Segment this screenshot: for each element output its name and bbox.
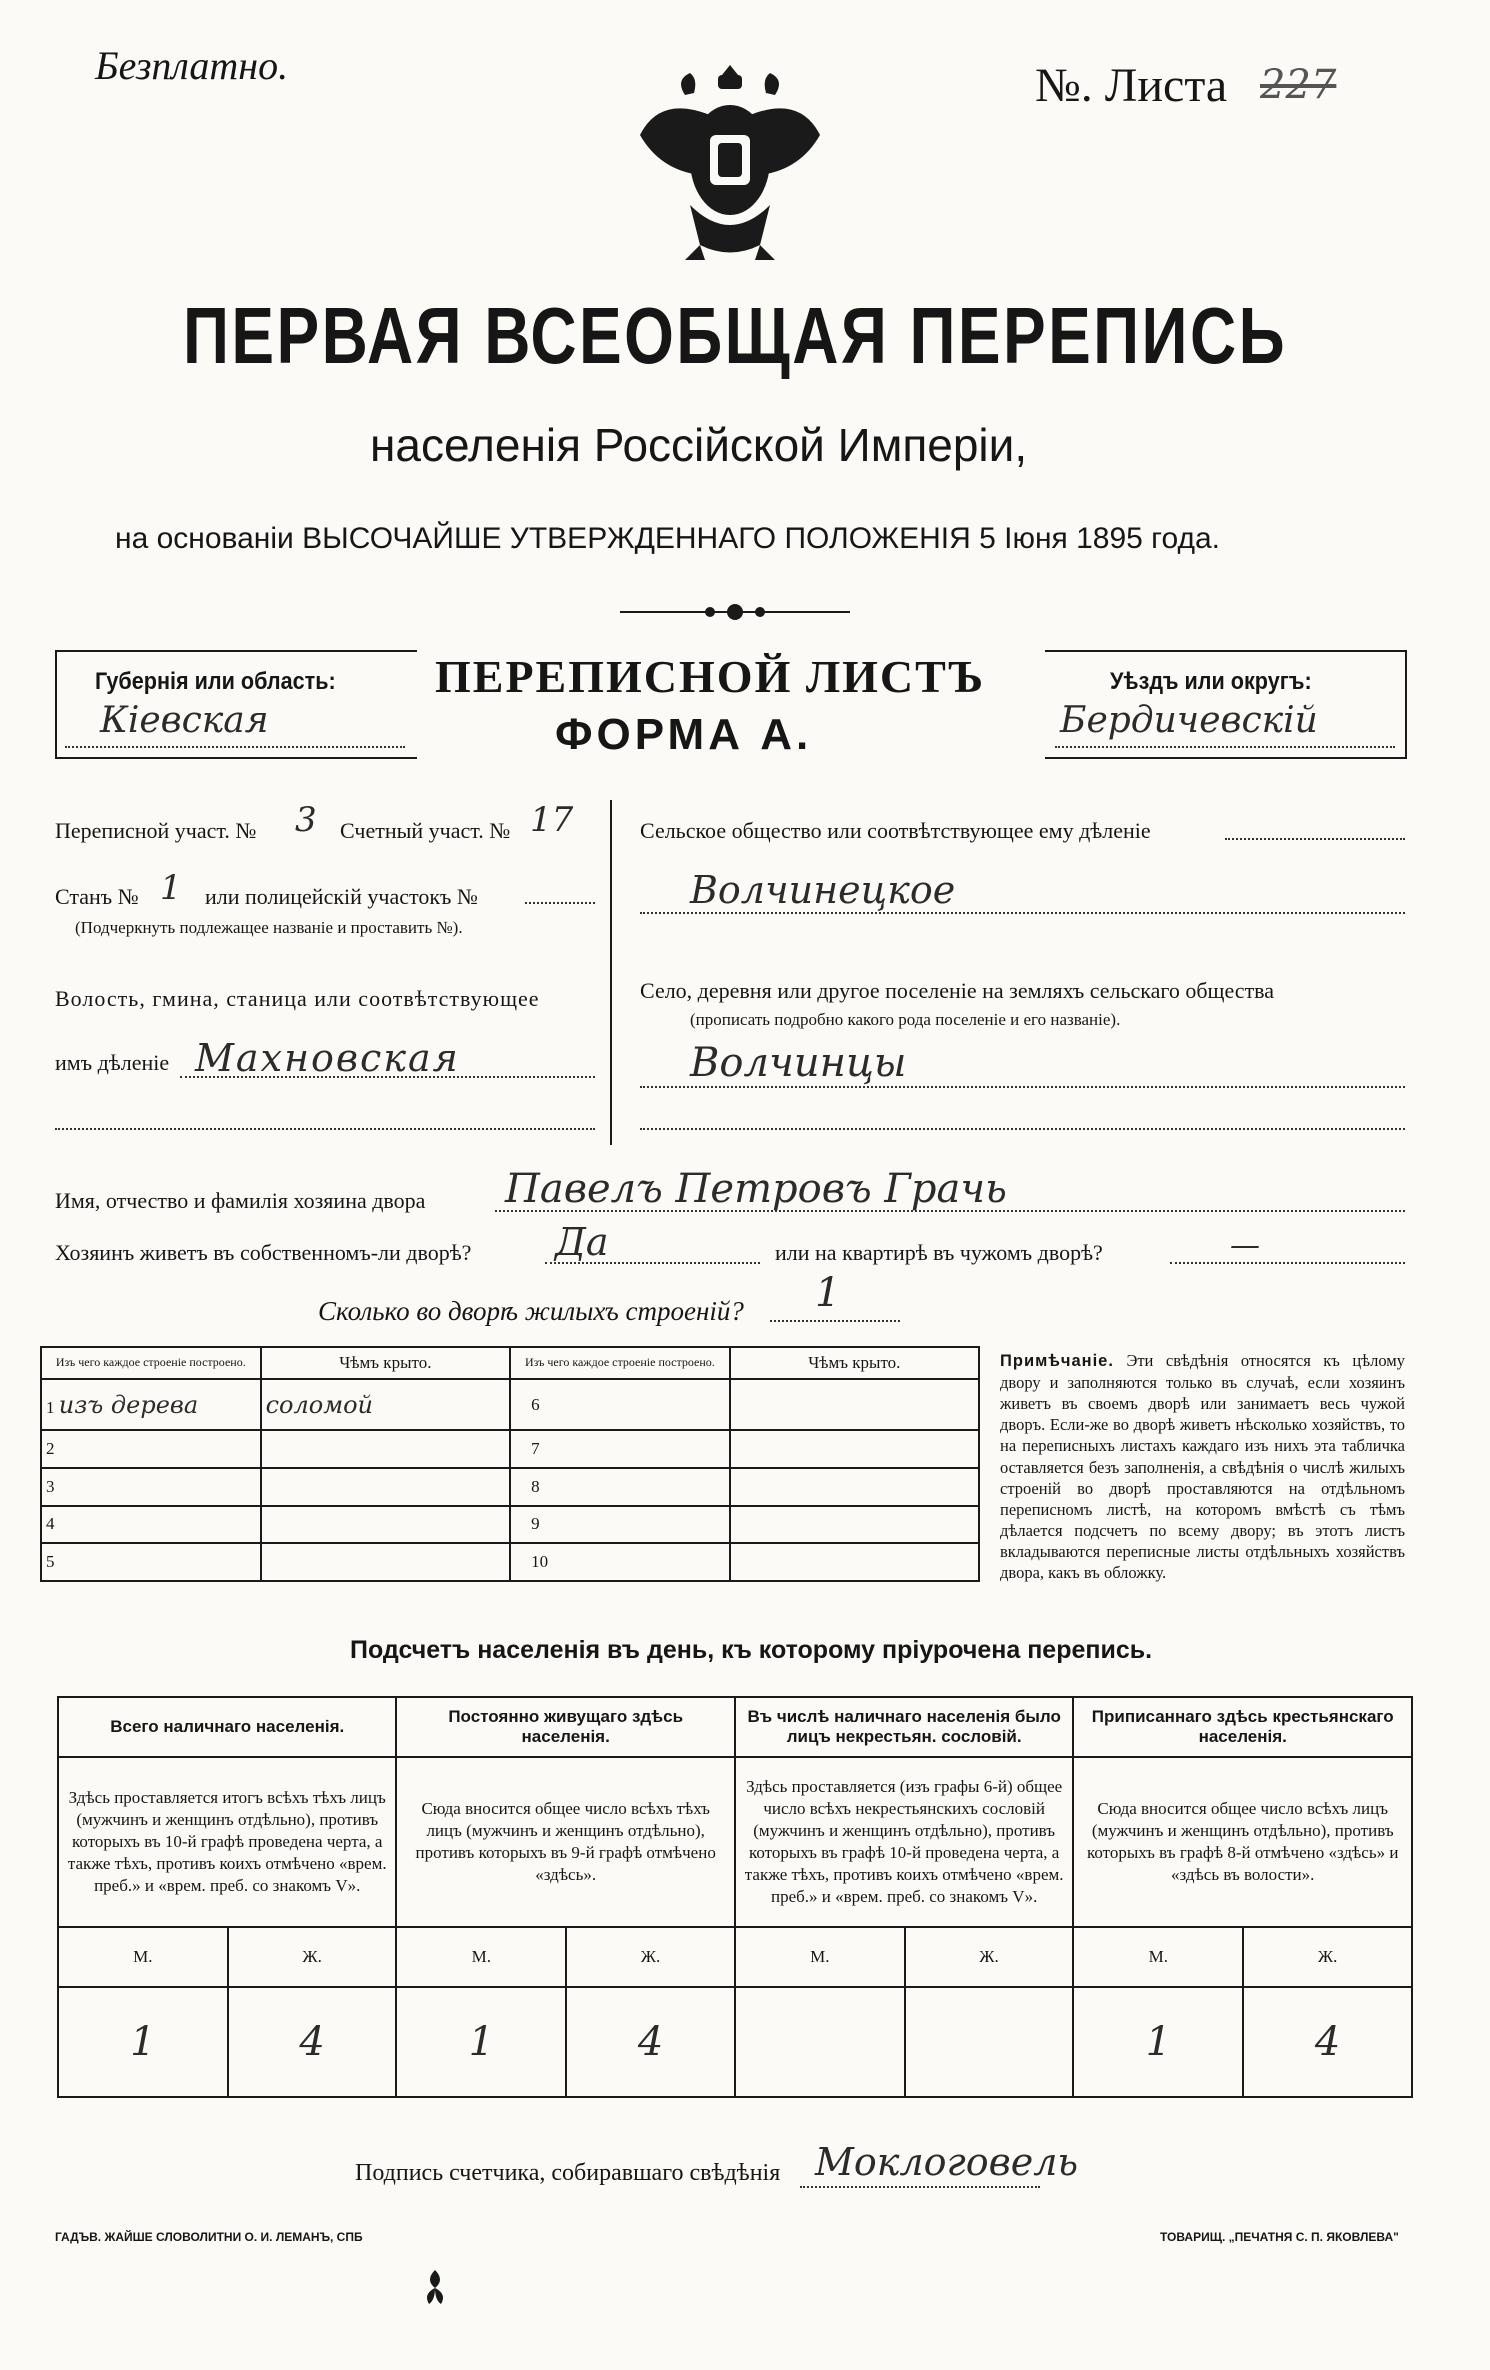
buildings-dotline — [770, 1320, 900, 1322]
count-section-value: 17 — [530, 800, 574, 840]
society-value: Волчинецкое — [690, 868, 956, 912]
owner-name-label: Имя, отчество и фамилія хозяина двора — [55, 1188, 426, 1213]
male-header: М. — [396, 1927, 566, 1987]
female-count: 4 — [1243, 1987, 1412, 2097]
roof-value — [261, 1468, 511, 1506]
volost-value: Махновская — [195, 1036, 460, 1080]
volost-dotline-2 — [55, 1128, 595, 1130]
female-count: 4 — [228, 1987, 397, 2097]
police-label: или полицейскій участокъ № — [205, 884, 478, 909]
pop-col-desc: Здѣсь проставляется (изъ графы 6-й) общее число всѣхъ некрестьянскихъ сословій (мужчинъ и женщинъ отдѣльно), противъ которыхъ въ графѣ 10-й проведена черта, а также тѣхъ, противъ коихъ отмѣчено «врем. преб.» и «врем. преб. со знакомъ V». — [735, 1757, 1074, 1927]
roof-value — [730, 1430, 979, 1468]
male-count: 1 — [396, 1987, 566, 2097]
police-dotline — [525, 902, 595, 904]
imprint-right: ТОВАРИЩ. „ПЕЧАТНЯ С. П. ЯКОВЛЕВА" — [1160, 2230, 1399, 2244]
signature-label: Подпись счетчика, собиравшаго свѣдѣнія — [355, 2160, 781, 2186]
owner-lives-dotline — [545, 1262, 760, 1264]
note-block — [1000, 1350, 1405, 1583]
district-value: Бердичевскій — [1060, 700, 1318, 741]
society-label: Сельское общество или соотвѣтствующее ему дѣленіе — [640, 818, 1151, 843]
subtitle: населенія Россійской Имперіи, — [370, 419, 1028, 471]
sheet-number-label: №. Листа — [1035, 59, 1228, 112]
buildings-value: 1 — [815, 1270, 841, 1316]
village-value: Волчинцы — [690, 1040, 907, 1086]
apartment-dotline — [1170, 1262, 1405, 1264]
pop-col-title: Въ числѣ наличнаго населенія было лицъ некрестьян. сословій. — [735, 1697, 1074, 1757]
row-number: 4 — [41, 1506, 261, 1544]
roof-value — [261, 1543, 511, 1581]
row-number: 2 — [41, 1430, 261, 1468]
buildings-table — [40, 1346, 980, 1582]
male-count: 1 — [1073, 1987, 1243, 2097]
roof-value — [730, 1468, 979, 1506]
stan-value: 1 — [160, 868, 182, 908]
village-label: Село, деревня или другое поселеніе на земляхъ сельскаго общества — [640, 978, 1275, 1003]
double-headed-eagle-emblem — [630, 55, 830, 265]
buildings-label: Сколько во дворѣ жилыхъ строеній? — [318, 1296, 744, 1326]
roof-value — [261, 1506, 511, 1544]
female-header: Ж. — [228, 1927, 397, 1987]
row-number: 9 — [510, 1506, 729, 1544]
table-row — [41, 1430, 979, 1468]
pop-col-desc: Сюда вносится общее число всѣхъ лицъ (мужчинъ и женщинъ отдѣльно), противъ которыхъ въ графѣ 8-й отмѣчено «здѣсь» и «здѣсь въ волости». — [1073, 1757, 1412, 1927]
society-dotline — [1225, 838, 1405, 840]
imprint-left: ГАДЪВ. ЖАЙШЕ СЛОВОЛИТНИ О. И. ЛЕМАНЪ, СПБ — [55, 2230, 363, 2244]
row-number: 7 — [510, 1430, 729, 1468]
col-built-header: Изъ чего каждое строеніе построено. — [510, 1347, 729, 1379]
fields-divider — [610, 800, 612, 1145]
table-row — [41, 1468, 979, 1506]
village-dotline-2 — [640, 1128, 1405, 1130]
province-label: Губернія или область: — [95, 668, 336, 695]
volost-label: Волость, гмина, станица или соотвѣтствующее — [55, 986, 540, 1011]
village-note: (прописать подробно какого рода поселеніе и его названіе). — [690, 1010, 1121, 1029]
free-underline — [95, 92, 355, 95]
roof-value: соломой — [261, 1379, 511, 1430]
male-count: 1 — [58, 1987, 228, 2097]
male-header: М. — [1073, 1927, 1243, 1987]
owner-lives-label: Хозяинъ живетъ въ собственномъ-ли дворѣ? — [55, 1240, 472, 1265]
male-header: М. — [58, 1927, 228, 1987]
col-roof-header: Чѣмъ крыто. — [261, 1347, 511, 1379]
apartment-label: или на квартирѣ въ чужомъ дворѣ? — [775, 1240, 1103, 1265]
district-dotline — [1055, 746, 1395, 748]
census-section-value: 3 — [295, 800, 317, 840]
count-section-label: Счетный участ. № — [340, 818, 511, 843]
table-row — [41, 1543, 979, 1581]
sheet-title: ПЕРЕПИСНОЙ ЛИСТЪ — [435, 651, 986, 702]
male-header: М. — [735, 1927, 905, 1987]
population-table — [57, 1696, 1413, 2098]
society-dotline-2 — [640, 912, 1405, 914]
pop-col-desc: Сюда вносится общее число всѣхъ тѣхъ лицъ (мужчинъ и женщинъ отдѣльно), противъ которыхъ въ 9-й графѣ отмѣчено «здѣсь». — [396, 1757, 734, 1927]
note-text: Эти свѣдѣнія относятся къ цѣлому двору и заполняются только въ случаѣ, если хозяинъ живетъ въ своемъ дворѣ или занимаетъ весь чужой дворъ. Если-же во дворѣ живетъ нѣсколько хозяйствъ, то на переписныхъ листахъ каждаго изъ нихъ эта табличка оставляется безъ заполненія, а свѣдѣнія о числѣ жилыхъ строеній во дворѣ проставляются на отдѣльномъ переписномъ листѣ, на которомъ вмѣстѣ съ тѣмъ дѣлается подсчетъ по всему двору; въ этотъ листъ вкладываются переписные листы отдѣльныхъ хозяйствъ двора, какъ въ обложку. — [1000, 1351, 1405, 1583]
built-value: изъ дерева — [58, 1390, 199, 1419]
col-built-header: Изъ чего каждое строеніе построено. — [41, 1347, 261, 1379]
main-title: ПЕРВАЯ ВСЕОБЩАЯ ПЕРЕПИСЬ — [183, 291, 1287, 380]
row-number: 5 — [41, 1543, 261, 1581]
row-number: 6 — [510, 1379, 729, 1430]
district-label: Уѣздъ или округъ: — [1110, 668, 1312, 695]
free-label: Безплатно. — [95, 43, 289, 88]
row-number: 3 — [41, 1468, 261, 1506]
table-row — [41, 1506, 979, 1544]
pop-col-title: Всего наличнаго населенія. — [58, 1697, 396, 1757]
signature-dotline — [800, 2186, 1040, 2188]
row-number: 8 — [510, 1468, 729, 1506]
row-number: 10 — [510, 1543, 729, 1581]
village-dotline — [640, 1086, 1405, 1088]
fleuron-icon — [420, 2268, 450, 2308]
legal-basis: на основаніи ВЫСОЧАЙШЕ УТВЕРЖДЕННАГО ПОЛОЖЕНІЯ 5 Іюня 1895 года. — [115, 522, 1221, 555]
female-count — [905, 1987, 1074, 2097]
roof-value — [730, 1506, 979, 1544]
volost-dotline — [180, 1076, 595, 1078]
province-value: Кіевская — [100, 700, 269, 741]
apartment-value: — — [1230, 1228, 1260, 1263]
pop-col-title: Приписаннаго здѣсь крестьянскаго населенія. — [1073, 1697, 1412, 1757]
roof-value — [730, 1379, 979, 1430]
col-roof-header: Чѣмъ крыто. — [730, 1347, 979, 1379]
owner-lives-value: Да — [555, 1220, 609, 1264]
population-heading: Подсчетъ населенія въ день, къ которому пріурочена перепись. — [350, 1636, 1153, 1664]
note-title: Примѣчаніе. — [1000, 1352, 1114, 1370]
pop-col-desc: Здѣсь проставляется итогъ всѣхъ тѣхъ лицъ (мужчинъ и женщинъ отдѣльно), противъ которыхъ въ 10-й графѣ проведена черта, а также тѣхъ, противъ коихъ отмѣчено «врем. преб.» и «врем. преб. со знакомъ V». — [58, 1757, 396, 1927]
province-dotline — [65, 746, 405, 748]
pop-col-title: Постоянно живущаго здѣсь населенія. — [396, 1697, 734, 1757]
stan-label: Станъ № — [55, 884, 139, 909]
female-header: Ж. — [566, 1927, 735, 1987]
male-count — [735, 1987, 905, 2097]
census-section-label: Переписной участ. № — [55, 818, 257, 843]
owner-name-value: Павелъ Петровъ Грачь — [505, 1166, 1007, 1212]
female-header: Ж. — [1243, 1927, 1412, 1987]
sheet-number-value: 227 — [1260, 62, 1337, 108]
volost-label-2: имъ дѣленіе — [55, 1050, 170, 1075]
roof-value — [730, 1543, 979, 1581]
row-number: 1 — [46, 1397, 55, 1417]
underline-note: (Подчеркнуть подлежащее названіе и проставить №). — [75, 918, 463, 937]
female-header: Ж. — [905, 1927, 1074, 1987]
roof-value — [261, 1430, 511, 1468]
signature-value: Моклоговель — [815, 2140, 1079, 2184]
form-name: ФОРМА А. — [555, 710, 813, 759]
female-count: 4 — [566, 1987, 735, 2097]
ornament-divider — [620, 600, 850, 624]
table-row — [41, 1379, 979, 1430]
owner-name-dotline — [495, 1210, 1405, 1212]
